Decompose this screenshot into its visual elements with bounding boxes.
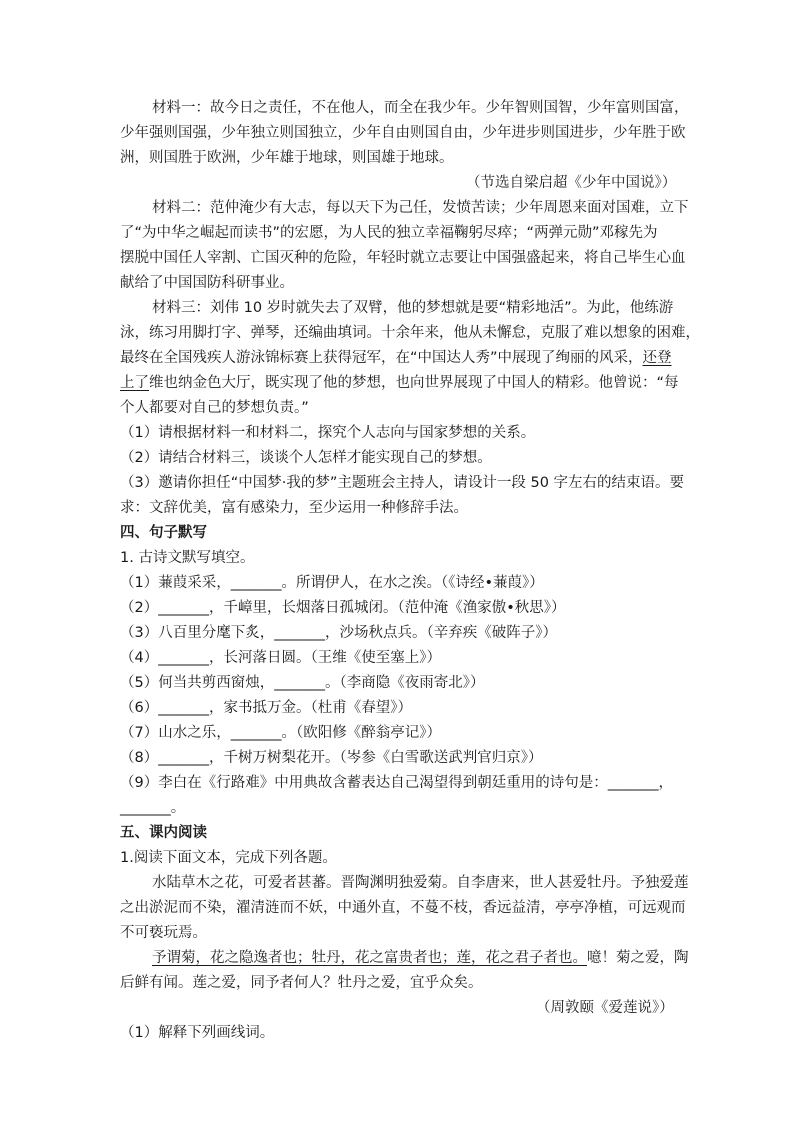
question-item: （2）请结合材料三，谈谈个人怎样才能实现自己的梦想。 — [120, 450, 492, 466]
question-item: （1）请根据材料一和材料二，探究个人志向与国家梦想的关系。 — [120, 425, 536, 441]
passage-source: （周敦颐《爱莲说》） — [536, 1000, 674, 1016]
poem-item: （8）_______，千树万树梨花开。（岑参《白雪歌送武判官归京》） — [120, 750, 543, 766]
section-heading: 五、课内阅读 — [120, 825, 207, 841]
material3-line — [120, 373, 679, 393]
material3-text: 维也纳金色大厅，既实现了他的梦想，也向世界展现了中国人的精彩。他曾说：“每 — [149, 375, 679, 391]
material3-line: 个人都要对自己的梦想负责。” — [120, 400, 309, 416]
question-item: （3）邀请你担任“中国梦·我的梦”主题班会主持人，请设计一段 50 字左右的结束语。要 — [120, 475, 685, 491]
material3-line: 材料三：刘伟 10 岁时就失去了双臂，他的梦想就是要“精彩地活”。为此，他练游 — [152, 300, 674, 316]
passage-line: 之出淤泥而不染，濯清涟而不妖，中通外直，不蔓不枝，香远益清，亭亭净植，可远观而 — [120, 900, 686, 916]
material1-line: 少年强则国强，少年独立则国独立，少年自由则国自由，少年进步则国进步，少年胜于欧 — [120, 125, 686, 141]
material1-source: （节选自梁启超《少年中国说》） — [466, 175, 677, 191]
poem-item: （7）山水之乐，_______。（欧阳修《醉翁亭记》） — [120, 725, 441, 741]
material2-line: 献给了中国国防科研事业。 — [120, 275, 294, 291]
poem-item: _______。 — [120, 800, 186, 816]
question-prompt: 1. 古诗文默写填空。 — [120, 550, 255, 566]
passage-text: 噫！菊之爱，陶 — [587, 950, 689, 966]
poem-item: （1）蒹葭采采，_______。所谓伊人，在水之涘。（《诗经•蒹葭》） — [120, 575, 544, 591]
material1-line: 材料一：故今日之责任，不在他人，而全在我少年。少年智则国智，少年富则国富， — [152, 100, 689, 116]
question-prompt: 1.阅读下面文本，完成下列各题。 — [120, 850, 337, 866]
poem-item: （9）李白在《行路难》中用典故含蓄表达自己渴望得到朝廷重用的诗句是：_______， — [120, 775, 673, 791]
question-item: 求：文辞优美，富有感染力，至少运用一种修辞手法。 — [120, 500, 468, 516]
question-item: （1）解释下列画线词。 — [120, 1025, 275, 1041]
underlined-text: 还登 — [642, 350, 672, 366]
material2-line: 了“为中华之崛起而读书”的宏愿，为人民的独立幸福鞠躬尽瘁；“两弹元勋”邓稼先为 — [120, 225, 658, 241]
passage-line: 水陆草木之花，可爱者甚蕃。晋陶渊明独爱菊。自李唐来，世人甚爱牡丹。予独爱莲 — [152, 875, 689, 891]
poem-item: （4）_______，长河落日圆。（王维《使至塞上》） — [120, 650, 441, 666]
poem-item: （3）八百里分麾下炙，_______，沙场秋点兵。（辛弃疾《破阵子》） — [120, 625, 557, 641]
material3-line — [120, 348, 672, 368]
passage-line: 不可亵玩焉。 — [120, 925, 207, 941]
material2-line: 材料二：范仲淹少有大志，每以天下为己任，发愤苦读；少年周恩来面对国难，立下 — [152, 200, 689, 216]
underlined-text: 上了 — [120, 375, 149, 391]
section-heading: 四、句子默写 — [120, 525, 207, 541]
material2-line: 摆脱中国任人宰割、亡国灭种的危险，年轻时就立志要让中国强盛起来，将自己毕生心血 — [120, 250, 686, 266]
material3-line: 泳，练习用脚打字、弹琴，还编曲填词。十余年来，他从未懈怠，克服了难以想象的困难， — [120, 325, 700, 341]
passage-line: 后鲜有闻。莲之爱，同予者何人？牡丹之爱，宜乎众矣。 — [120, 975, 483, 991]
poem-item: （5）何当共剪西窗烛，_______。（李商隐《夜雨寄北》） — [120, 675, 485, 691]
passage-line — [152, 948, 689, 968]
poem-item: （6）_______，家书抵万金。（杜甫《春望》） — [120, 700, 412, 716]
material1-line: 洲，则国胜于欧洲，少年雄于地球，则国雄于地球。 — [120, 150, 454, 166]
poem-item: （2）_______，千嶂里，长烟落日孤城闭。（范仲淹《渔家傲•秋思》） — [120, 600, 566, 616]
underlined-text: 予谓菊，花之隐逸者也；牡丹，花之富贵者也；莲，花之君子者也。 — [152, 950, 587, 966]
material3-text: 最终在全国残疾人游泳锦标赛上获得冠军，在“中国达人秀”中展现了绚丽的风采， — [120, 350, 643, 366]
